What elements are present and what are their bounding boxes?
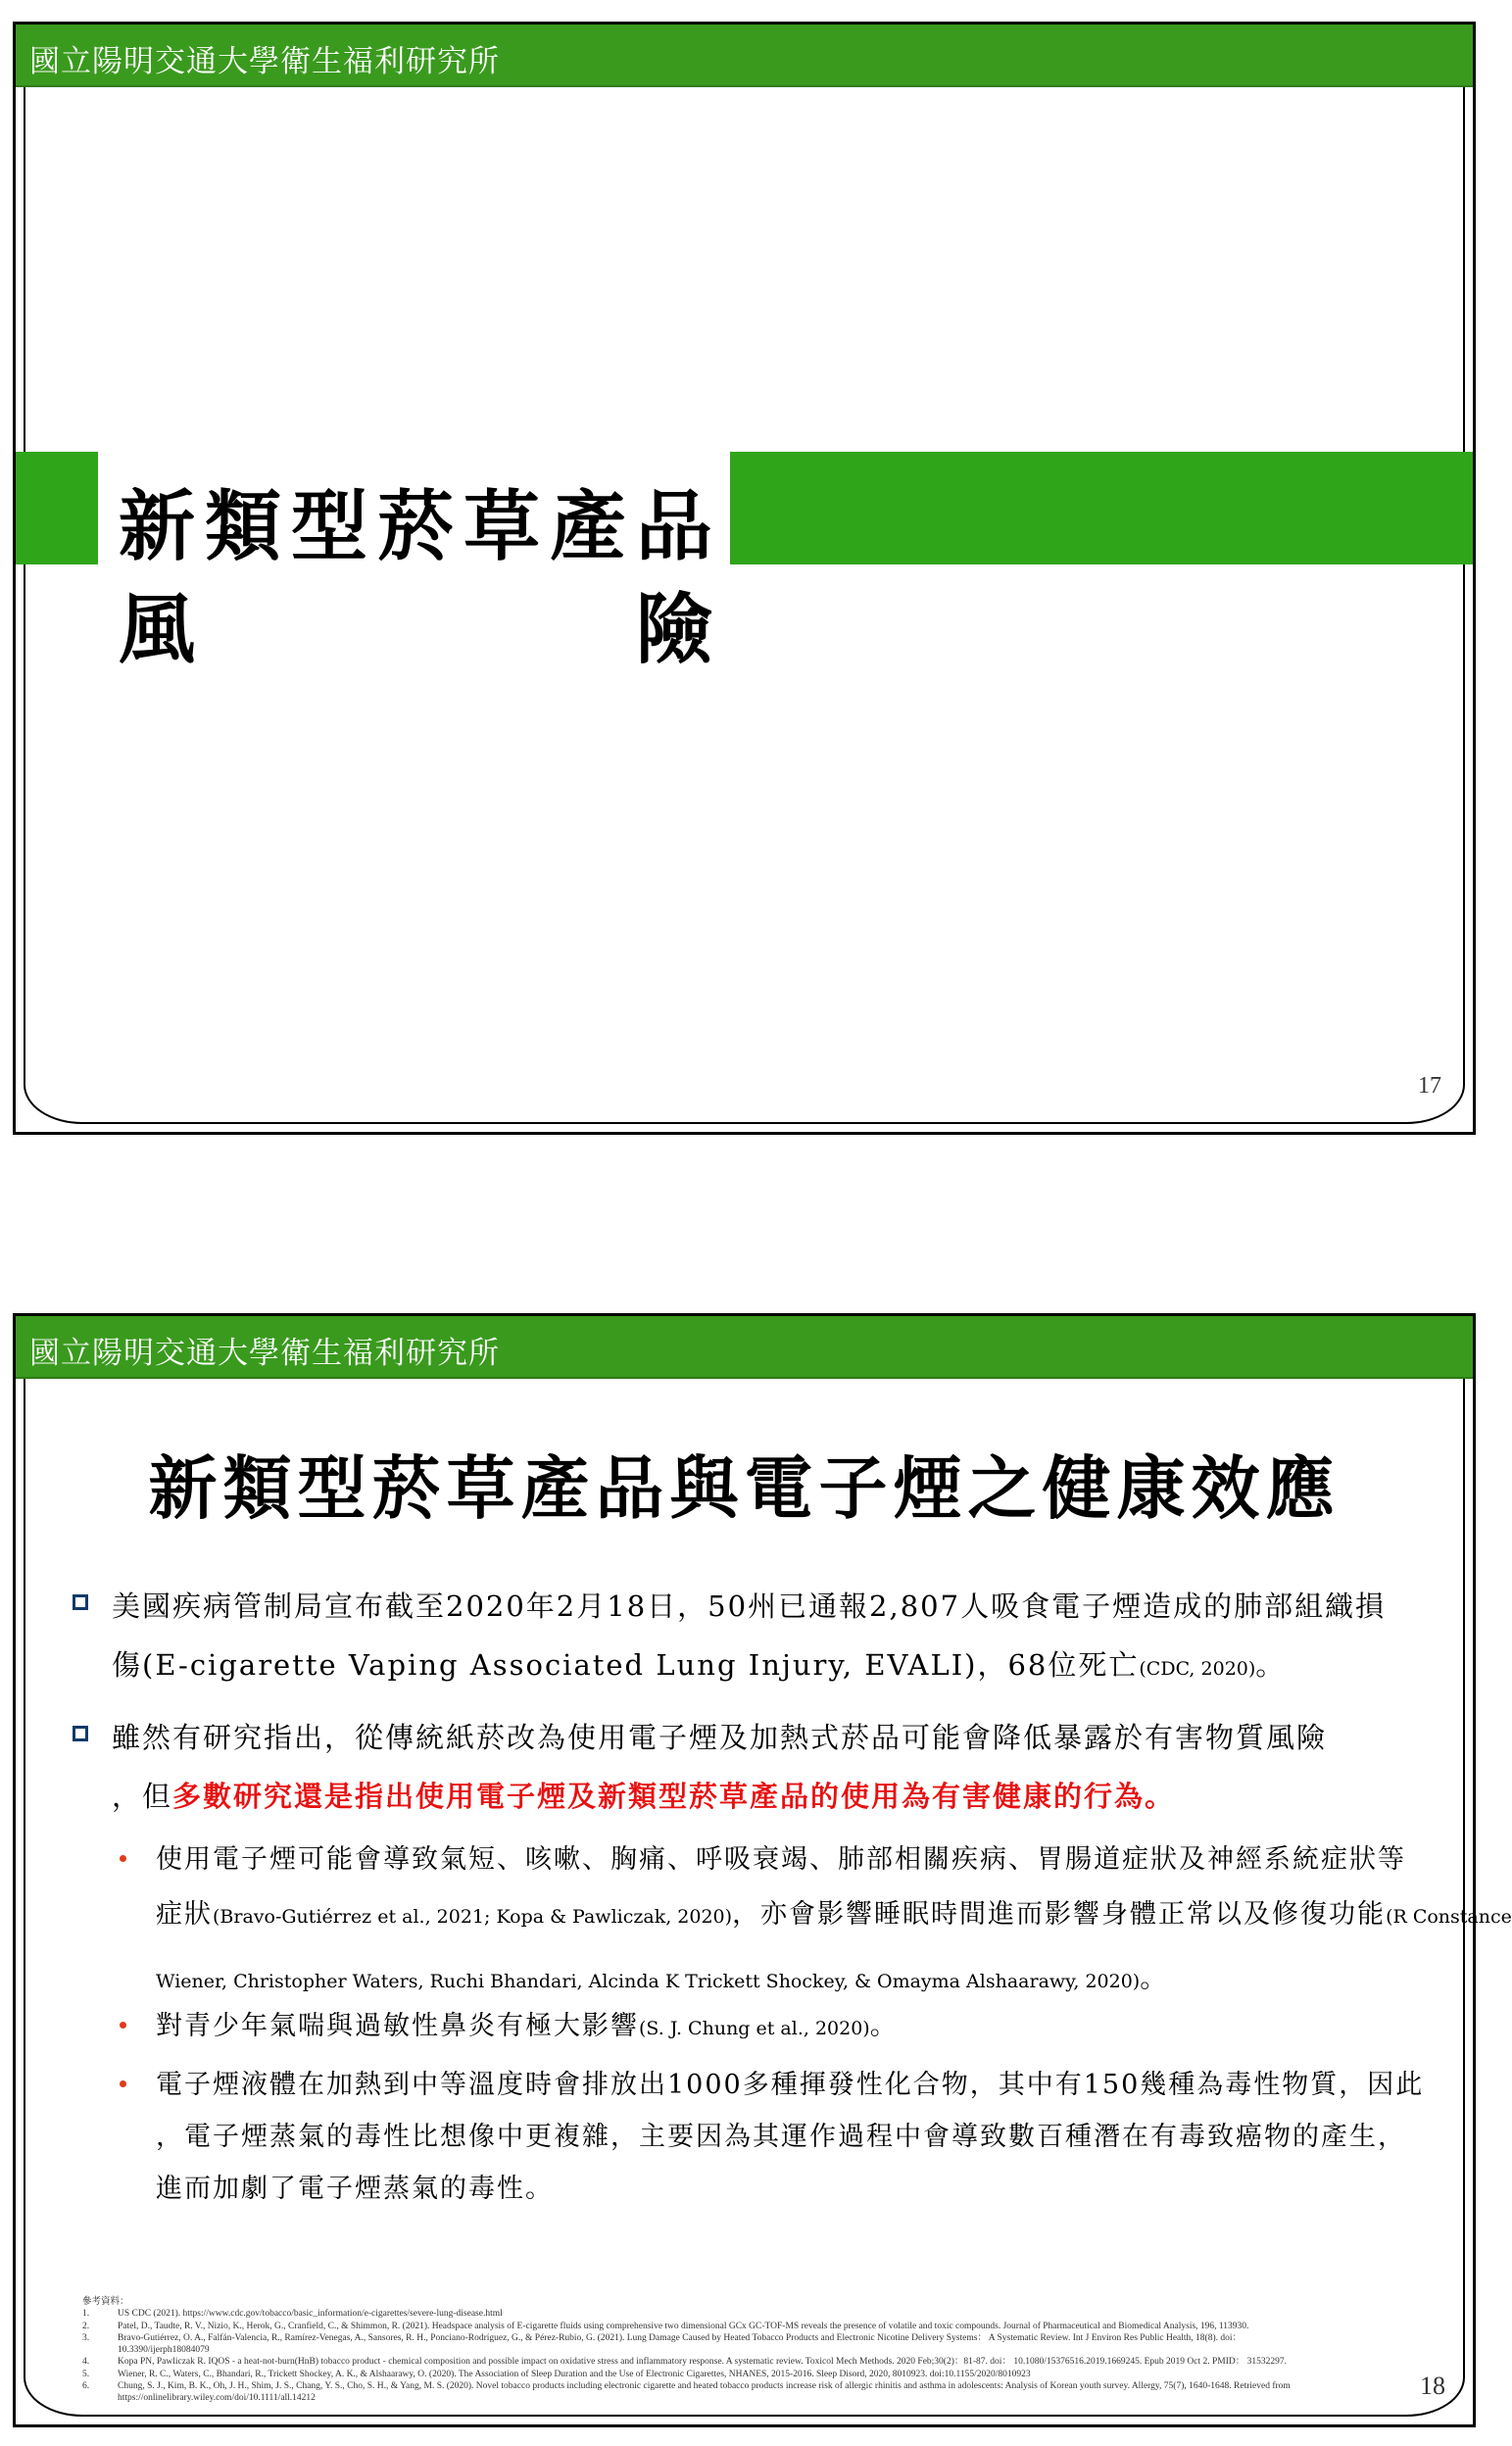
references-label: 參考資料： <box>82 2297 129 2307</box>
sub-bullet-3-line-1: 電子煙液體在加熱到中等溫度時會排放出1000多種揮發性化合物，其中有150幾種為毒性物質，因此 <box>156 2070 1425 2100</box>
reference-number: 4. <box>82 2357 90 2368</box>
sub-bullet-1-line-2 <box>156 1892 1512 1931</box>
highlighted-statement: 多數研究還是指出使用電子煙及新類型菸草產品的使用為有害健康的行為。 <box>172 1780 1176 1813</box>
page-number: 18 <box>1420 2372 1445 2400</box>
reference-text: US CDC (2021). https://www.cdc.gov/tobacco/basic_information/e-cigarettes/severe-lung-disease.html <box>118 2309 503 2320</box>
institute-name: 國立陽明交通大學衛生福利研究所 <box>29 1336 500 1371</box>
sub-bullet-2 <box>156 2004 899 2042</box>
reference-item <box>82 2392 1291 2404</box>
slide-title: 新類型菸草產品與電子煙之健康效應 <box>148 1447 1341 1529</box>
institute-name: 國立陽明交通大學衛生福利研究所 <box>29 44 500 79</box>
text: 症狀 <box>156 1899 213 1930</box>
square-bullet-icon <box>73 1594 88 1610</box>
green-band-left <box>16 452 98 564</box>
citation: (CDC, 2020) <box>1139 1658 1256 1680</box>
slide-header <box>16 24 1473 87</box>
reference-item <box>82 2321 1291 2332</box>
reference-item <box>82 2380 1291 2392</box>
slide-title-line2: 風 險 <box>119 585 723 674</box>
dot-bullet-icon <box>120 2022 126 2029</box>
sub-bullet-3-line-3: 進而加劇了電子煙蒸氣的毒性。 <box>156 2174 554 2204</box>
bullet-1-line-2 <box>112 1643 1286 1684</box>
slide-header <box>16 1316 1473 1379</box>
text: 。 <box>869 2011 899 2041</box>
text: 傷(E-cigarette Vaping Associated Lung Injury, EVALI)，68位死亡 <box>112 1648 1140 1682</box>
text: ，但 <box>112 1780 173 1813</box>
green-band-right <box>730 452 1473 564</box>
text: 。 <box>1255 1648 1287 1682</box>
references <box>82 2296 1291 2405</box>
sub-bullet-1-line-3 <box>156 1957 1168 1995</box>
reference-item <box>82 2308 1291 2320</box>
dot-bullet-icon <box>120 1855 126 1862</box>
bullet-1-line-1: 美國疾病管制局宣布截至2020年2月18日，50州已通報2,807人吸食電子煙造成的肺部組織損 <box>112 1590 1387 1623</box>
reference-list <box>82 2308 1291 2404</box>
reference-text: Patel, D., Taudte, R. V., Nizio, K., Herok, G., Cranfield, C., & Shimmon, R. (2021). Headspace analysis of E-cigarette fluids using comprehensive two dimensional GCx GC-TOF-MS reveals the presence of volatile and toxic compounds. Journal of Pharmaceutical and Biomedical Analysis, 196, 113930. <box>118 2321 1249 2331</box>
reference-item <box>82 2344 1291 2356</box>
bullet-2-line-1: 雖然有研究指出，從傳統紙菸改為使用電子煙及加熱式菸品可能會降低暴露於有害物質風險 <box>112 1721 1328 1754</box>
citation: (S. J. Chung et al., 2020) <box>639 2018 870 2039</box>
reference-text: Kopa PN, Pawliczak R. IQOS - a heat-not-burn(HnB) tobacco product - chemical composition and possible impact on oxidative stress and inflammatory response. A systematic review. Toxicol Mech Methods. 2020 Feb;30(2)：81-87. doi： 10.1080/15376516.2019.1669245. Epub 2019 Oct 2. PMID： 31532297. <box>118 2357 1287 2368</box>
slide-18 <box>13 1313 1512 2427</box>
slide-17 <box>13 22 1476 1135</box>
text: 。 <box>1140 1964 1169 1994</box>
reference-text: Wiener, R. C., Waters, C., Bhandari, R., Trickett Shockey, A. K., & Alshaarawy, O. (2020). The Association of Sleep Duration and the Use of Electronic Cigarettes, NHANES, 2015-2016. Sleep Disord, 2020, 8010923. doi:10.1155/2020/8010923 <box>118 2369 1031 2379</box>
text: ，亦會影響睡眠時間進而影響身體正常以及修復功能 <box>732 1899 1387 1930</box>
reference-number: 3. <box>82 2332 90 2343</box>
square-bullet-icon <box>73 1726 88 1741</box>
dot-bullet-icon <box>120 2080 126 2087</box>
reference-item <box>82 2369 1291 2380</box>
bullet-2-line-2 <box>112 1775 1175 1815</box>
citation: (Bravo-Gutiérrez et al., 2021; Kopa & Pawliczak, 2020) <box>213 1906 733 1928</box>
reference-item <box>82 2332 1291 2344</box>
text: 對青少年氣喘與過敏性鼻炎有極大影響 <box>156 2011 639 2041</box>
reference-number: 2. <box>82 2321 90 2331</box>
reference-text: https://onlinelibrary.wiley.com/doi/10.1111/all.14212 <box>118 2393 316 2404</box>
sub-bullet-3-line-2: ，電子煙蒸氣的毒性比想像中更複雜，主要因為其運作過程中會導致數百種潛在有毒致癌物的產生， <box>156 2122 1406 2152</box>
sub-bullet-1-line-1: 使用電子煙可能會導致氣短、咳嗽、胸痛、呼吸衰竭、肺部相關疾病、胃腸道症狀及神經系統症狀等 <box>156 1844 1406 1875</box>
reference-number: 5. <box>82 2369 90 2379</box>
reference-text: Bravo-Gutiérrez, O. A., Falfán-Valencia, R., Ramírez-Venegas, A., Sansores, R. H., Ponciano-Rodríguez, G., & Pérez-Rubio, G. (2021). Lung Damage Caused by Heated Tobacco Products and Electronic Nicotine Delivery Systems： A Systematic Review. Int J Environ Res Public Health, 18(8). doi： <box>118 2332 1242 2343</box>
page-number: 17 <box>1418 1073 1441 1099</box>
reference-number: 1. <box>82 2309 90 2320</box>
reference-number: 6. <box>82 2381 90 2392</box>
citation: (R Constance <box>1386 1906 1512 1928</box>
reference-item <box>82 2356 1291 2368</box>
slide-title-line1: 新類型菸草產品 <box>119 482 723 571</box>
reference-text: 10.3390/ijerph18084079 <box>118 2345 210 2356</box>
reference-text: Chung, S. J., Kim, B. K., Oh, J. H., Shim, J. S., Chang, Y. S., Cho, S. H., & Yang, M. S. (2020). Novel tobacco products including electronic cigarette and heated tobacco products increase risk of allergic rhinitis and asthma in adolescents: Analysis of Korean youth survey. Allergy, 75(7), 1640-1648. Retrieved from <box>118 2381 1291 2392</box>
citation: Wiener, Christopher Waters, Ruchi Bhandari, Alcinda K Trickett Shockey, & Omayma Alshaarawy, 2020) <box>156 1971 1141 1992</box>
